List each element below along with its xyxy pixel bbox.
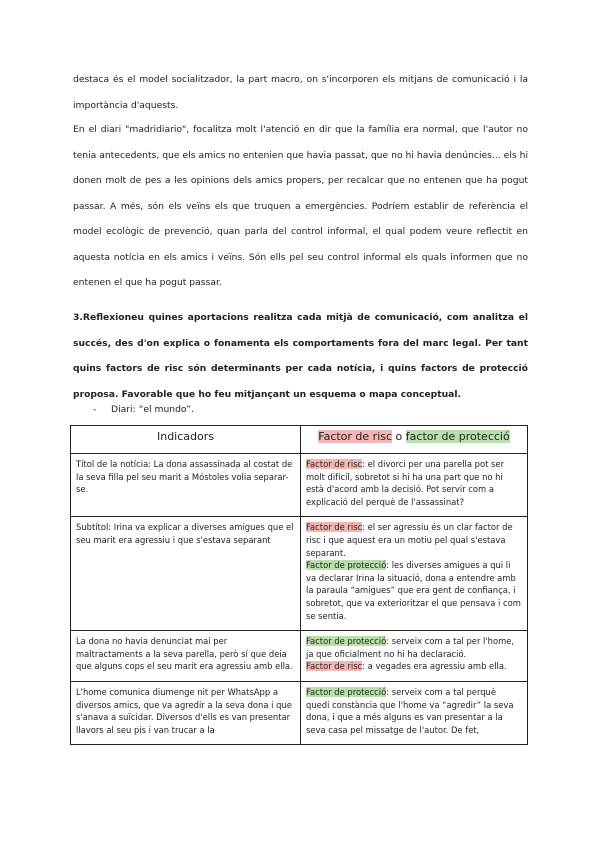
factor-proteccio-tag: Factor de protecció (306, 636, 387, 647)
bullet-text: Diari: “el mundo”. (111, 404, 194, 415)
table-row (71, 517, 528, 631)
indicator-cell: Títol de la notícia: La dona assassinada al costat de la seva filla pel seu marit a Móstoles volia separar-se. (71, 454, 301, 517)
factor-proteccio-tag: Factor de protecció (306, 560, 387, 571)
factor-risc-tag: Factor de risc (306, 522, 363, 533)
factor-explanation: : serveix com a tal per l'home, ja que oficialment no hi ha declaració. (306, 636, 515, 659)
header-factor-risc: Factor de risc (318, 430, 393, 443)
factor-entry (306, 635, 522, 660)
table-row (71, 681, 528, 744)
factor-entry (306, 559, 522, 622)
factor-risc-tag: Factor de risc (306, 661, 363, 672)
table-row (71, 454, 528, 517)
factor-explanation: : les diverses amigues a qui li va declarar Irina la situació, dona a entendre amb la paraula “amigues” que era gent de confiança, i sobretot, que va exterioritzar el que pensava i com se sentia. (306, 560, 521, 621)
question-3: 3.Reflexioneu quines aportacions realitza cada mitjà de comunicació, com analitza el succés, des d'on explica o fonamenta els comportaments fora del marc legal. Per tant quins factors de risc són determinants per cada notícia, i quins factors de protecció proposa. Favorable que ho feu mitjançant un esquema o mapa conceptual. (73, 312, 528, 400)
bullet-item (93, 404, 194, 415)
table-row (71, 631, 528, 682)
paragraph-intro: destaca és el model socialitzador, la part macro, on s'incorporen els mitjans de comunicació i la importància d'aquests. (73, 74, 528, 111)
header-o: o (392, 430, 406, 443)
factor-explanation: : a vegades era agressiu amb ella. (362, 661, 507, 672)
header-indicadors: Indicadors (71, 426, 301, 454)
indicator-cell: Subtítol: Irina va explicar a diverses amigues que el seu marit era agressiu i que s'estava separant (71, 517, 301, 631)
factor-entry (306, 458, 522, 508)
factor-explanation: : el divorci per una parella pot ser molt difícil, sobretot si hi ha una part que no hi està d'acord amb la decisió. Pot servir com a explicació del perquè de l'assassinat? (306, 459, 505, 507)
factor-entry (306, 521, 522, 559)
factor-cell (301, 681, 528, 744)
indicator-cell: L'home comunica diumenge nit per WhatsApp a diversos amics, que va agredir a la seva dona i que s'anava a suïcidar. Diversos d'ells es van presentar llavors al seu pis i van trucar a la (71, 681, 301, 744)
factor-cell (301, 517, 528, 631)
indicators-table (70, 425, 528, 745)
factor-cell (301, 454, 528, 517)
factor-risc-tag: Factor de risc (306, 459, 363, 469)
table-body (71, 454, 528, 745)
header-factor-proteccio: factor de protecció (405, 430, 510, 443)
header-factors (301, 426, 528, 454)
paragraph-madridiario: En el diari "madridiario", focalitza molt l'atenció en dir que la família era normal, que l'autor no tenia antecedents, que els amics no entenien que havia passat, que no hi havia denúncies... els hi donen molt de pes a les opinions dels amics propers, per recalcar que no entenen que ha pogut passar. A més, són els veïns els que truquen a emergències. Podríem establir de referència el model ecològic de prevenció, quan parla del control informal, el qual podem veure reflectit en aquesta notícia en els amics i veïns. Són ells pel seu control informal els quals informen que no entenen el que ha pogut passar. (73, 124, 528, 288)
factor-cell (301, 631, 528, 682)
factor-explanation: : serveix com a tal perquè quedi constància que l'home va “agredir” la seva dona, i que a més alguns es van presentar a la seva casa pel missatge de l'autor. De fet, (306, 686, 514, 735)
indicator-cell: La dona no havia denunciat mai per maltractaments a la seva parella, però sí que deia que alguns cops el seu marit era agressiu amb ella. (71, 631, 301, 682)
factor-proteccio-tag: Factor de protecció (306, 686, 387, 697)
factor-explanation: : el ser agressiu és un clar factor de risc i que aquest era un motiu pel qual s'estava separant. (306, 522, 513, 558)
table-header-row (71, 426, 528, 454)
bullet-dash: - (93, 404, 97, 415)
factor-entry (306, 686, 522, 736)
factor-entry (306, 660, 522, 673)
